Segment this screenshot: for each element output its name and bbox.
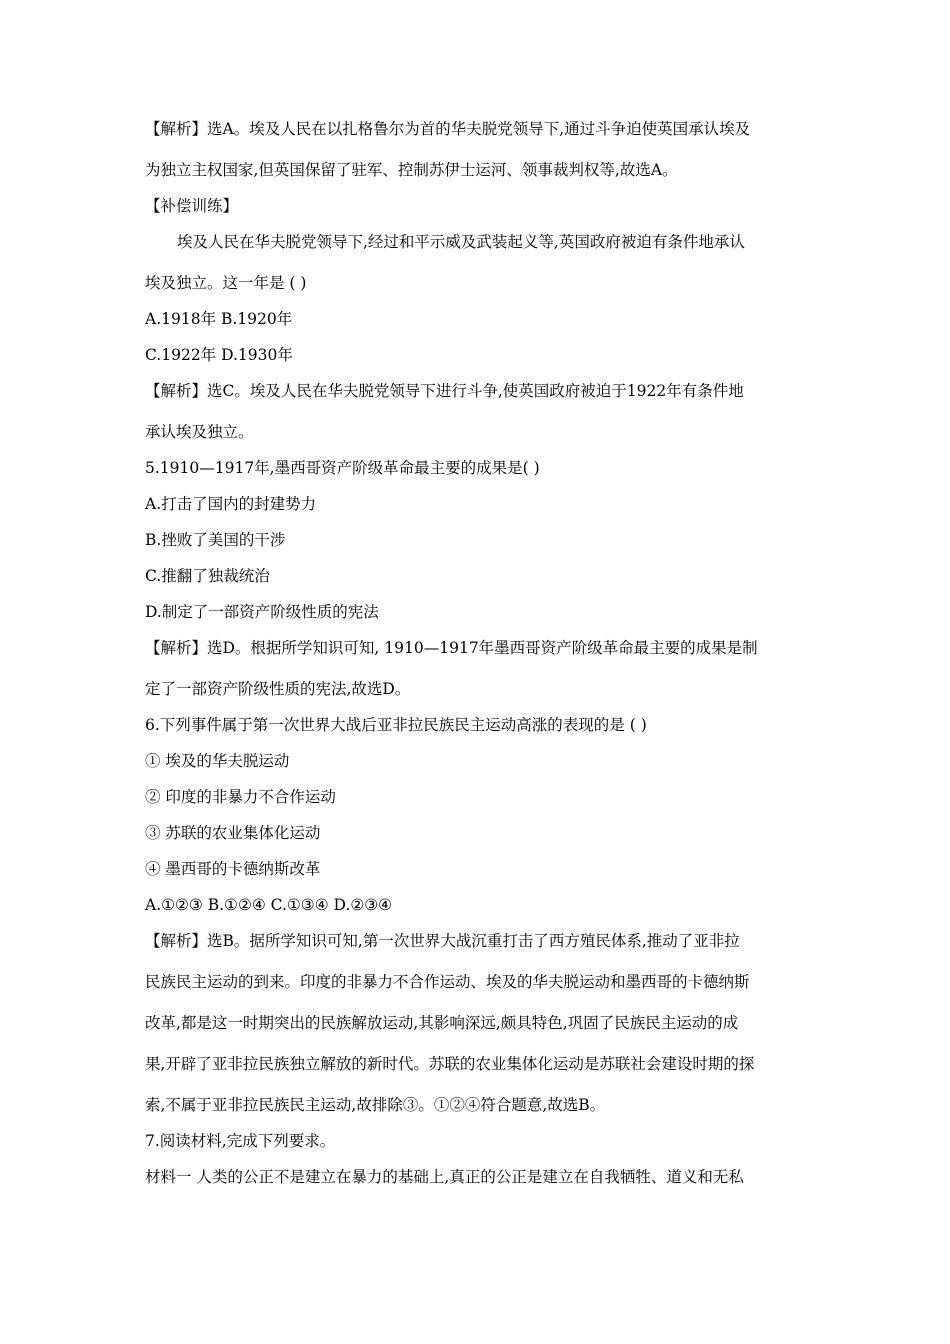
question-6-item-4: ④ 墨西哥的卡德纳斯改革 [145,860,321,878]
question-5-option-d: D.制定了一部资产阶级性质的宪法 [145,603,379,621]
supplement-question-line-1: 埃及人民在华夫脱党领导下,经过和平示威及武装起义等,英国政府被迫有条件地承认 [177,233,745,251]
question-5-option-c: C.推翻了独裁统治 [145,567,270,585]
supplement-question-line-2: 埃及独立。这一年是 ( ) [145,274,307,292]
supplement-options-cd: C.1922年 D.1930年 [145,346,293,364]
supplement-analysis-line-1: 【解析】选C。埃及人民在华夫脱党领导下进行斗争,使英国政府被迫于1922年有条件地 [145,382,744,400]
supplement-analysis-line-2: 承认埃及独立。 [145,423,254,441]
supplement-heading: 【补偿训练】 [145,197,239,215]
analysis-q6-line-2: 民族民主运动的到来。印度的非暴力不合作运动、埃及的华夫脱运动和墨西哥的卡德纳斯 [145,973,750,991]
analysis-q5-line-2: 定了一部资产阶级性质的宪法,故选D。 [145,680,411,698]
analysis-q6-line-4: 果,开辟了亚非拉民族独立解放的新时代。苏联的农业集体化运动是苏联社会建设时期的探 [145,1055,755,1073]
question-5-option-b: B.挫败了美国的干涉 [145,531,286,549]
question-6-item-2: ② 印度的非暴力不合作运动 [145,788,336,806]
material-1-line-1: 材料一 人类的公正不是建立在暴力的基础上,真正的公正是建立在自我牺牲、道义和无私 [145,1168,744,1186]
analysis-q6-line-5: 索,不属于亚非拉民族民主运动,故排除③。①②④符合题意,故选B。 [145,1096,606,1114]
analysis-q6-line-3: 改革,都是这一时期突出的民族解放运动,其影响深远,颇具特色,巩固了民族民主运动的成 [145,1014,739,1032]
analysis-q4-line-2: 为独立主权国家,但英国保留了驻军、控制苏伊士运河、领事裁判权等,故选A。 [145,161,678,179]
question-7: 7.阅读材料,完成下列要求。 [145,1132,336,1150]
question-5-option-a: A.打击了国内的封建势力 [145,495,317,513]
question-6-options: A.①②③ B.①②④ C.①③④ D.②③④ [145,896,393,914]
supplement-options-ab: A.1918年 B.1920年 [145,310,293,328]
analysis-q5-line-1: 【解析】选D。根据所学知识可知, 1910—1917年墨西哥资产阶级革命最主要的成果是制 [145,639,758,657]
analysis-q4-line-1: 【解析】选A。埃及人民在以扎格鲁尔为首的华夫脱党领导下,通过斗争迫使英国承认埃及 [145,120,751,138]
question-6-item-1: ① 埃及的华夫脱运动 [145,752,290,770]
question-6-item-3: ③ 苏联的农业集体化运动 [145,824,321,842]
question-6: 6.下列事件属于第一次世界大战后亚非拉民族民主运动高涨的表现的是 ( ) [145,716,647,734]
analysis-q6-line-1: 【解析】选B。据所学知识可知,第一次世界大战沉重打击了西方殖民体系,推动了亚非拉 [145,932,740,950]
question-5: 5.1910—1917年,墨西哥资产阶级革命最主要的成果是( ) [145,459,540,477]
